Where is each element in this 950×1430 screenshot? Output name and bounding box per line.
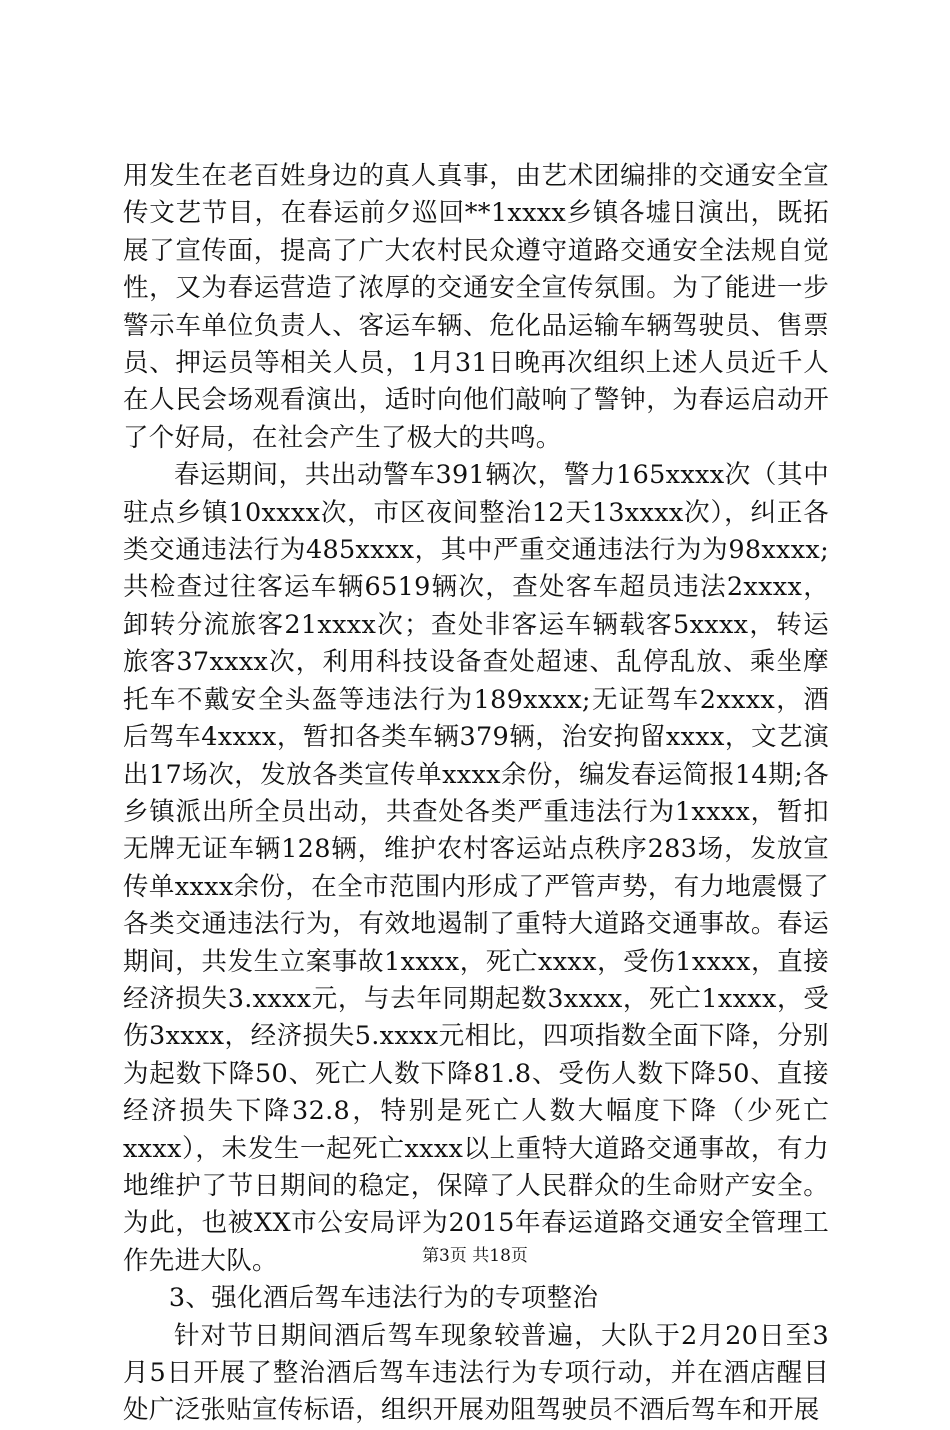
page-number-label: 第3页 共18页 — [422, 1246, 528, 1266]
document-body — [123, 158, 829, 1430]
paragraph-spring-festival-statistics: 春运期间，共出动警车391辆次，警力165xxxx次（其中驻点乡镇10xxxx次，市区夜间整治12天13xxxx次），纠正各类交通违法行为485xxxx，其中严重交通违法行为为98xxxx;共检查过往客运车辆6519辆次，查处客车超员违法2xxxx，卸转分流旅客21xxxx次；查处非客运车辆载客5xxxx，转运旅客37xxxx次，利用科技设备查处超速、乱停乱放、乘坐摩托车不戴安全头盔等违法行为189xxxx;无证驾车2xxxx，酒后驾车4xxxx，暂扣各类车辆379辆，治安拘留xxxx，文艺演出17场次，发放各类宣传单xxxx余份，编发春运简报14期;各乡镇派出所全员出动，共查处各类严重违法行为1xxxx，暂扣无牌无证车辆128辆，维护农村客运站点秩序283场，发放宣传单xxxx余份，在全市范围内形成了严管声势，有力地震慑了各类交通违法行为，有效地遏制了重特大道路交通事故。春运期间，共发生立案事故1xxxx，死亡xxxx，受伤1xxxx，直接经济损失3.xxxx元，与去年同期起数3xxxx，死亡1xxxx，受伤3xxxx，经济损失5.xxxx元相比，四项指数全面下降，分别为起数下降50、死亡人数下降81.8、受伤人数下降50、直接经济损失下降32.8，特别是死亡人数大幅度下降（少死亡xxxx），未发生一起死亡xxxx以上重特大道路交通事故，有力地维护了节日期间的稳定，保障了人民群众的生命财产安全。为此，也被XX市公安局评为2015年春运道路交通安全管理工作先进大队。 — [123, 460, 829, 1276]
section-heading: 3、强化酒后驾车违法行为的专项整治 — [168, 1283, 599, 1314]
paragraph-continuation: 用发生在老百姓身边的真人真事，由艺术团编排的交通安全宣传文艺节目，在春运前夕巡回**1xxxx乡镇各墟日演出，既拓展了宣传面，提高了广大农村民众遵守道路交通安全法规自觉性，又为春运营造了浓厚的交通安全宣传氛围。为了能进一步警示车单位负责人、客运车辆、危化品运输车辆驾驶员、售票员、押运员等相关人员，1月31日晚再次组织上述人员近千人在人民会场观看演出，适时向他们敲响了警钟，为春运启动开了个好局，在社会产生了极大的共鸣。 — [123, 161, 829, 453]
page-footer — [0, 1241, 950, 1266]
paragraph-drunk-driving: 针对节日期间酒后驾车现象较普遍，大队于2月20日至3月5日开展了整治酒后驾车违法行为专项行动，并在酒店醒目处广泛张贴宣传标语，组织开展劝阻驾驶员不酒后驾车和开展 — [123, 1320, 829, 1426]
